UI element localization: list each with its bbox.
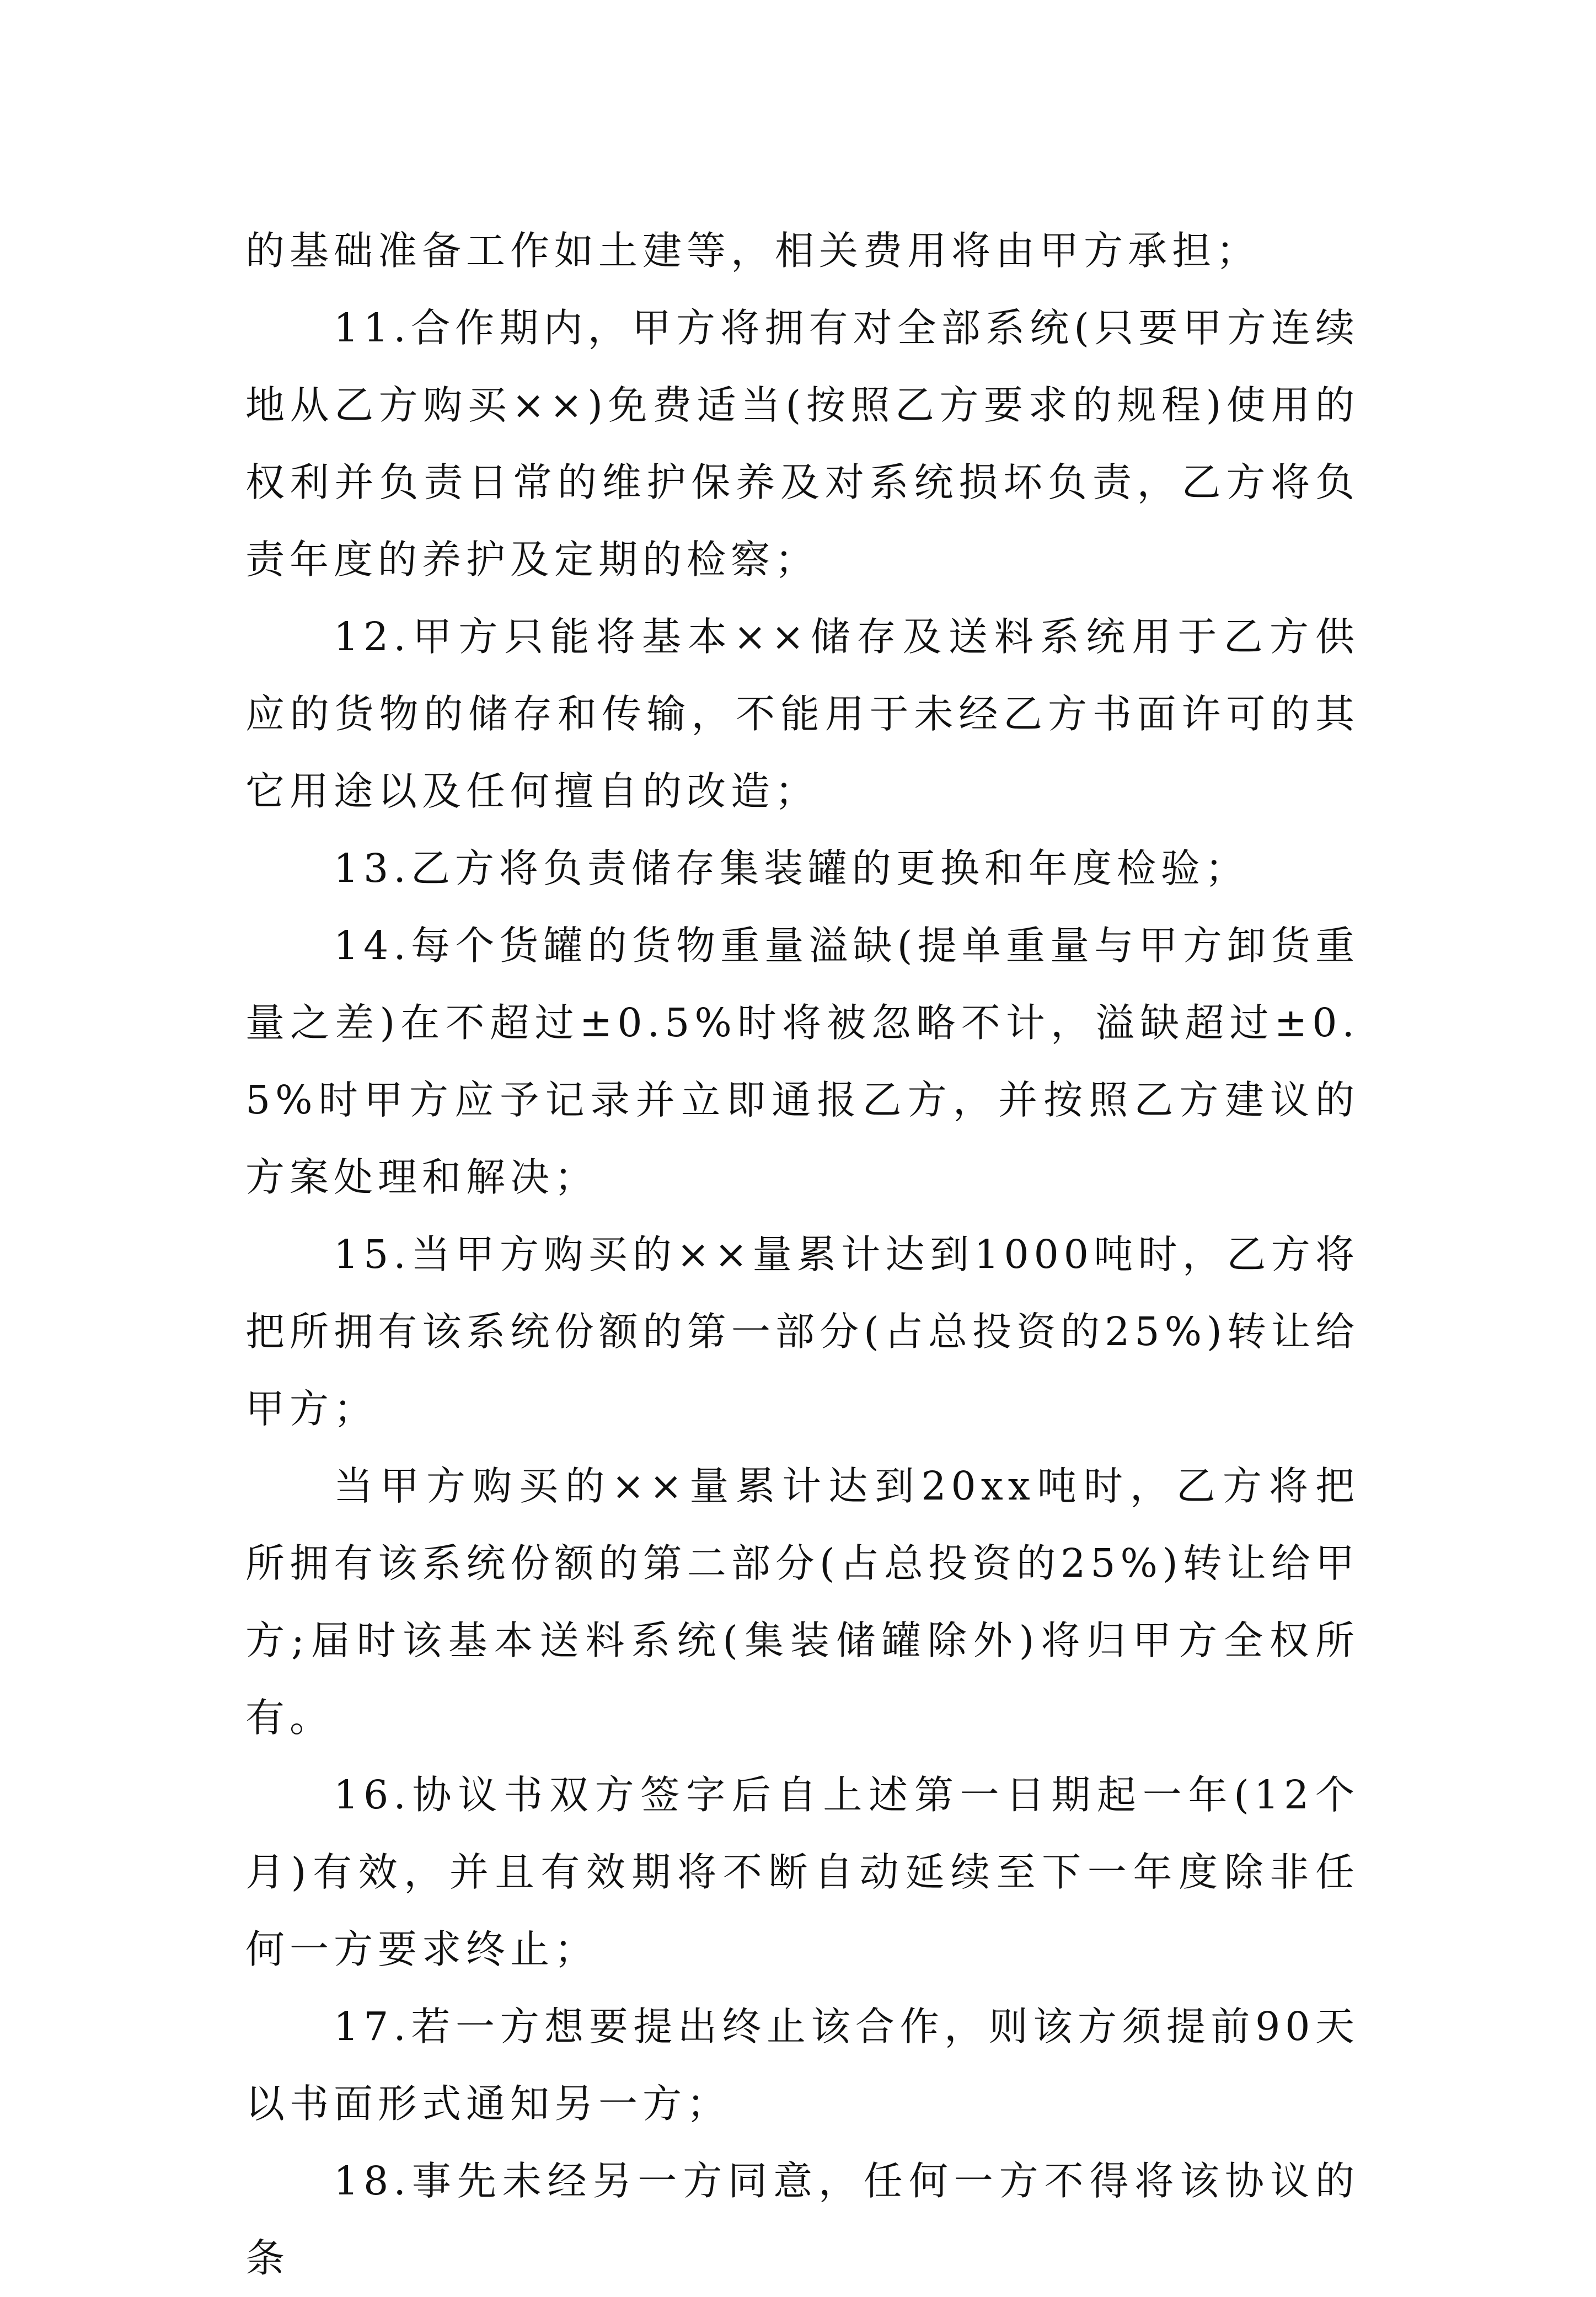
paragraph-10-continuation: 的基础准备工作如土建等，相关费用将由甲方承担；: [245, 228, 1261, 274]
paragraph-13: 13.乙方将负责储存集装罐的更换和年度检验；: [334, 845, 1249, 891]
document-body: [245, 212, 1359, 2297]
paragraph-18: 18.事先未经另一方同意，任何一方不得将该协议的条: [245, 2158, 1359, 2281]
paragraph-15-second-part: 当甲方购买的××量累计达到20xx吨时，乙方将把所拥有该系统份额的第二部分(占总投资的25%)转让给甲方;届时该基本送料系统(集装储罐除外)将归甲方全权所有。: [245, 1463, 1359, 1741]
paragraph-11: 11.合作期内，甲方将拥有对全部系统(只要甲方连续地从乙方购买××)免费适当(按照乙方要求的规程)使用的权利并负责日常的维护保养及对系统损坏负责，乙方将负责年度的养护及定期的检察；: [245, 305, 1359, 582]
paragraph-14: 14.每个货罐的货物重量溢缺(提单重量与甲方卸货重量之差)在不超过±0.5%时将被忽略不计，溢缺超过±0.5%时甲方应予记录并立即通报乙方，并按照乙方建议的方案处理和解决；: [245, 923, 1359, 1200]
paragraph-15: 15.当甲方购买的××量累计达到1000吨时，乙方将把所拥有该系统份额的第一部分(占总投资的25%)转让给甲方；: [245, 1232, 1359, 1432]
paragraph-12: 12.甲方只能将基本××储存及送料系统用于乙方供应的货物的储存和传输，不能用于未经乙方书面许可的其它用途以及任何擅自的改造；: [245, 614, 1359, 814]
paragraph-16: 16.协议书双方签字后自上述第一日期起一年(12个月)有效，并且有效期将不断自动延续至下一年度除非任何一方要求终止；: [245, 1772, 1359, 1972]
paragraph-17: 17.若一方想要提出终止该合作，则该方须提前90天以书面形式通知另一方；: [245, 2004, 1359, 2127]
